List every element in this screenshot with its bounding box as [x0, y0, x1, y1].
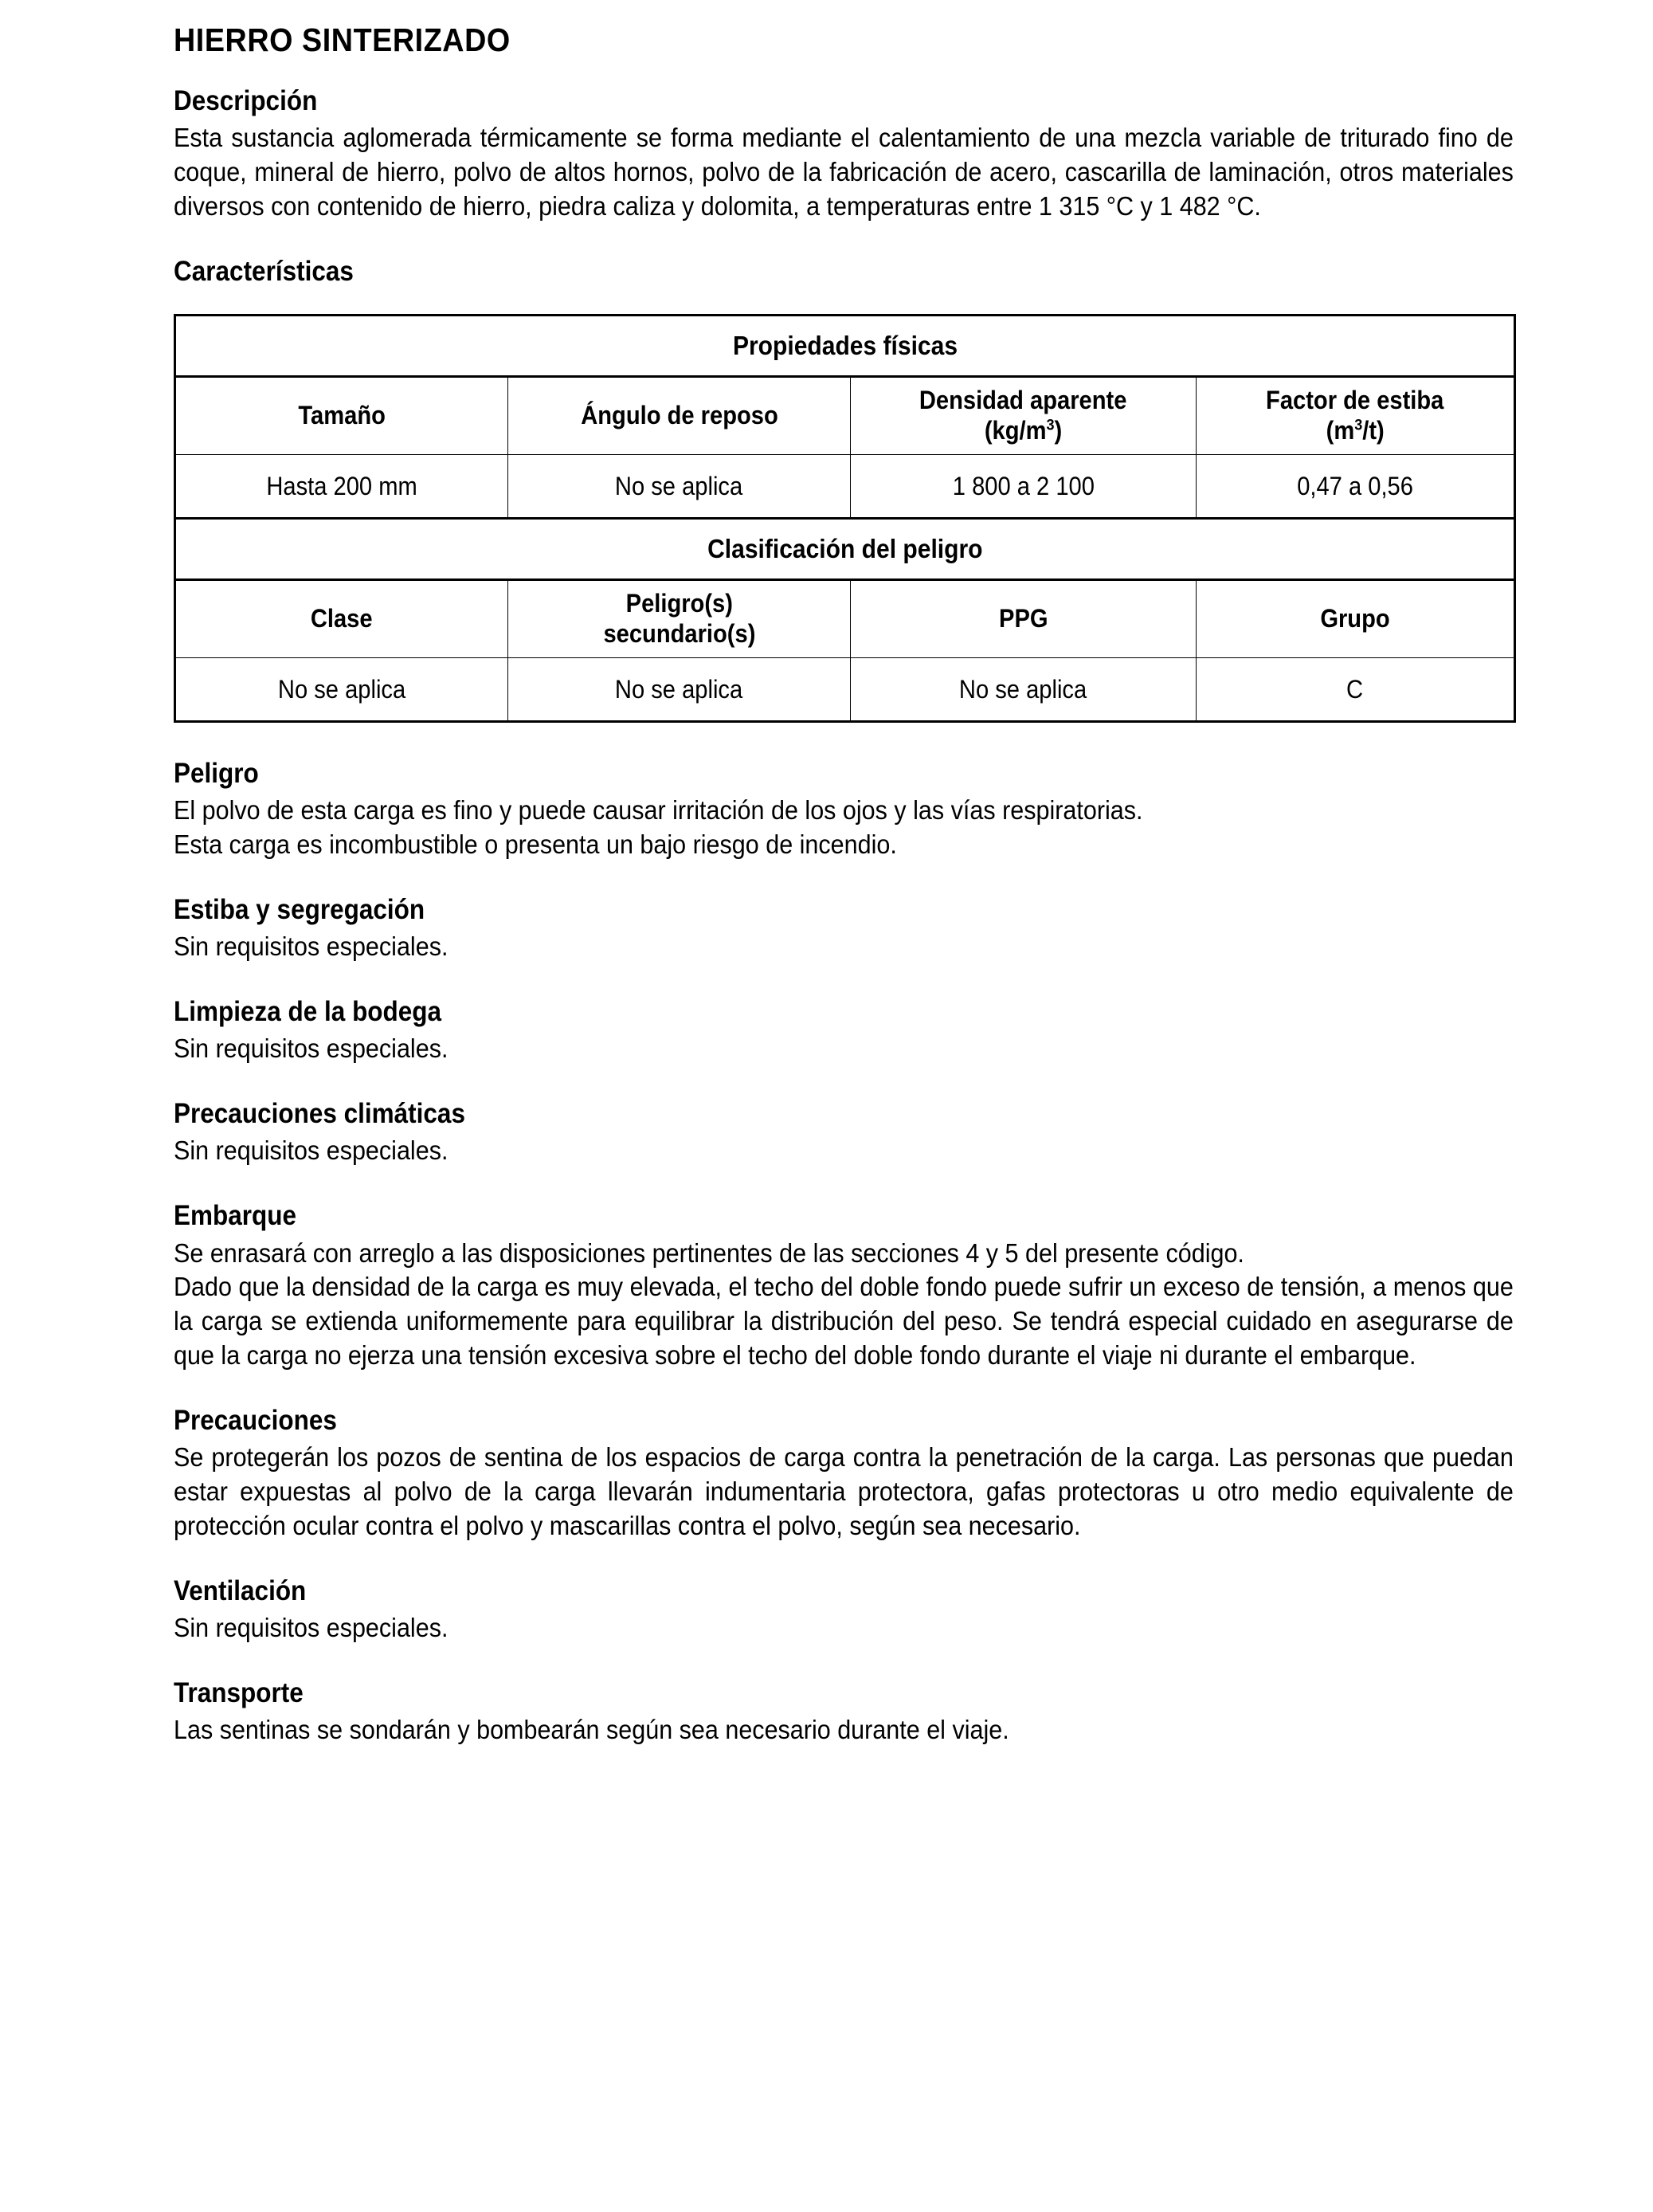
section-text-peligro-line2: Esta carga es incombustible o presenta un bajo riesgo de incendio.	[174, 830, 897, 860]
table-header-grupo	[1197, 580, 1515, 658]
section-text-embarque-line1: Se enrasará con arreglo a las disposiciones pertinentes de las secciones 4 y 5 del presente código.	[174, 1237, 1244, 1268]
densidad-unit-post: )	[1054, 416, 1063, 445]
section-text-ventilacion: Sin requisitos especiales.	[174, 1613, 449, 1643]
section-text-estiba-segregacion: Sin requisitos especiales.	[174, 931, 449, 962]
table-header-factor-line2	[1326, 416, 1384, 446]
section-embarque	[174, 1200, 1514, 1373]
section-heading-descripcion: Descripción	[174, 85, 318, 117]
section-heading-precauciones: Precauciones	[174, 1405, 337, 1437]
section-text-precauciones-climaticas: Sin requisitos especiales.	[174, 1135, 449, 1166]
table-header-factor-estiba	[1197, 377, 1515, 455]
section-heading-ventilacion: Ventilación	[174, 1575, 307, 1606]
table-cell-tamano-text: Hasta 200 mm	[266, 471, 417, 500]
table-header-grupo-label: Grupo	[1320, 604, 1390, 633]
table-header-densidad-line2	[985, 416, 1062, 446]
table-cell-factor-text: 0,47 a 0,56	[1297, 471, 1413, 500]
table-cell-angulo-text: No se aplica	[615, 471, 743, 500]
table-header-peligro-secundario	[508, 580, 851, 658]
table-cell-clase-value	[175, 658, 508, 722]
section-precauciones	[174, 1405, 1514, 1543]
table-cell-grupo-value	[1197, 658, 1515, 722]
table-cell-ppg-text: No se aplica	[959, 674, 1087, 704]
section-text-transporte: Las sentinas se sondarán y bombearán según sea necesario durante el viaje.	[174, 1715, 1009, 1745]
table-cell-angulo-value	[508, 455, 851, 519]
table-header-angulo-reposo-label: Ángulo de reposo	[580, 401, 778, 430]
section-limpieza-bodega	[174, 996, 1514, 1066]
section-text-precauciones: Se protegerán los pozos de sentina de los espacios de carga contra la penetración de la carga. Las personas que puedan estar expuestas al polvo de la carga llevarán indumentaria protectora, gafas protectoras u otro medio equivalente de protección ocular contra el polvo y mascarillas contra el polvo, según sea necesario.	[174, 1442, 1514, 1541]
table-cell-densidad-text: 1 800 a 2 100	[952, 471, 1095, 500]
table-cell-clase-text: No se aplica	[277, 674, 406, 704]
table-header-densidad-aparente	[851, 377, 1197, 455]
densidad-unit-pre: (kg/m	[984, 416, 1047, 445]
section-text-embarque-line2: Dado que la densidad de la carga es muy elevada, el techo del doble fondo puede sufrir un exceso de tensión, a menos que la carga se extienda uniformemente para equilibrar la distribución del peso. Se tendrá especial cuidado en asegurarse de que la carga no ejerza una tensión excesiva sobre el techo del doble fondo durante el viaje ni durante el embarque.	[174, 1272, 1514, 1371]
table-row-physical-headers	[175, 377, 1515, 455]
characteristics-table-container	[174, 314, 1514, 723]
table-header-peligro-line2: secundario(s)	[603, 619, 755, 649]
section-estiba-segregacion	[174, 894, 1514, 964]
section-text-peligro-line1: El polvo de esta carga es fino y puede causar irritación de los ojos y las vías respiratorias.	[174, 795, 1143, 826]
table-cell-ppg-value	[851, 658, 1197, 722]
section-ventilacion	[174, 1575, 1514, 1645]
section-precauciones-climaticas	[174, 1098, 1514, 1168]
table-header-clase	[175, 580, 508, 658]
section-text-descripcion: Esta sustancia aglomerada térmicamente se forma mediante el calentamiento de una mezcla variable de triturado fino de coque, mineral de hierro, polvo de altos hornos, polvo de la fabricación de acero, cascarilla de laminación, otros materiales diversos con contenido de hierro, piedra caliza y dolomita, a temperaturas entre 1 315 °C y 1 482 °C.	[174, 123, 1514, 222]
table-banner-physical	[175, 316, 1515, 377]
table-header-ppg-label: PPG	[998, 604, 1048, 633]
table-cell-densidad-value	[851, 455, 1197, 519]
section-transporte	[174, 1677, 1514, 1747]
table-row-physical-values	[175, 455, 1515, 519]
section-text-limpieza-bodega: Sin requisitos especiales.	[174, 1033, 449, 1064]
page-title: HIERRO SINTERIZADO	[174, 22, 511, 58]
table-header-densidad-line1: Densidad aparente	[919, 386, 1127, 415]
table-banner-hazard	[175, 519, 1515, 580]
section-heading-estiba-segregacion: Estiba y segregación	[174, 894, 425, 926]
table-row-hazard-headers	[175, 580, 1515, 658]
section-descripcion	[174, 85, 1514, 224]
section-heading-embarque: Embarque	[174, 1200, 297, 1232]
densidad-unit-exponent: 3	[1046, 416, 1055, 434]
characteristics-table	[174, 314, 1516, 723]
table-row-hazard-banner	[175, 519, 1515, 580]
table-header-tamano-label: Tamaño	[298, 401, 386, 430]
factor-unit-post: /t)	[1362, 416, 1385, 445]
table-header-peligro-line1: Peligro(s)	[625, 589, 733, 618]
table-cell-tamano-value	[175, 455, 508, 519]
section-caracteristicas	[174, 256, 1514, 287]
table-header-factor-line1: Factor de estiba	[1266, 386, 1444, 415]
table-header-tamano	[175, 377, 508, 455]
table-banner-hazard-label: Clasificación del peligro	[707, 534, 983, 564]
section-peligro	[174, 758, 1514, 862]
table-header-angulo-reposo	[508, 377, 851, 455]
factor-unit-exponent: 3	[1354, 416, 1363, 434]
table-header-ppg	[851, 580, 1197, 658]
table-cell-factor-value	[1197, 455, 1515, 519]
section-heading-caracteristicas: Características	[174, 255, 354, 287]
table-header-clase-label: Clase	[311, 604, 373, 633]
table-cell-secundario-value	[508, 658, 851, 722]
factor-unit-pre: (m	[1326, 416, 1355, 445]
table-row-physical-banner	[175, 316, 1515, 377]
table-banner-physical-label: Propiedades físicas	[732, 331, 958, 361]
table-row-hazard-values	[175, 658, 1515, 722]
section-heading-transporte: Transporte	[174, 1677, 304, 1709]
section-heading-precauciones-climaticas: Precauciones climáticas	[174, 1098, 465, 1130]
section-heading-peligro: Peligro	[174, 758, 259, 790]
section-heading-limpieza-bodega: Limpieza de la bodega	[174, 996, 442, 1028]
table-cell-secundario-text: No se aplica	[615, 674, 743, 704]
table-cell-grupo-text: C	[1346, 674, 1364, 704]
